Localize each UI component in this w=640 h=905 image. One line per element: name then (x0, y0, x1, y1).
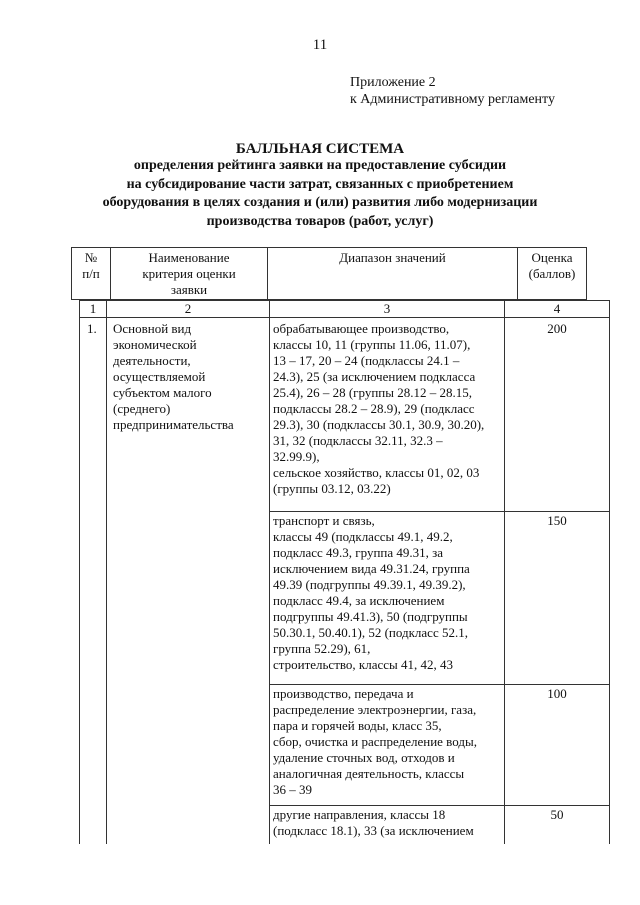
subtitle-line: оборудования в целях создания и (или) развития либо модернизации (102, 195, 538, 210)
column-number: 1 (89, 301, 97, 316)
subtitle-line: на субсидирование части затрат, связанных с приобретением (126, 176, 514, 192)
appendix-line: к Административному регламенту (350, 92, 555, 107)
score-value: 150 (547, 513, 567, 528)
score-value: 100 (547, 686, 567, 701)
column-divider (504, 301, 505, 844)
column-number: 4 (553, 301, 561, 316)
range-text: производство, передача и распределение электроэнергии, газа, пара и горячей воды, класс 35, сбор, очистка и распределение воды, удаление сточных вод, отходов и аналогичная деятельность, классы 36 – 39 (273, 686, 477, 797)
range-text: транспорт и связь, классы 49 (подклассы 49.1, 49.2, подкласс 49.3, группа 49.31, за исключением вида 49.31.24, группа 49.39 (подгруппы 49.39.1, 49.39.2), подкласс 49.4, за исключением подгруппы 49.41.3), 50 (подгруппы 50.30.1, 50.40.1), 52 (подкласс 52.1, группа 52.29), 61, строительство, классы 41, 42, 43 (273, 513, 470, 672)
range-text: обрабатывающее производство, классы 10, 11 (группы 11.06, 11.07), 13 – 17, 20 – 24 (подклассы 24.1 – 24.3), 25 (за исключением подкласса 25.4), 26 – 28 (группы 28.12 – 28.15, подклассы 28.2 – 28.9), 29 (подкласс 29.3), 30 (подклассы 30.1, 30.9, 30.20), 31, 32 (подклассы 32.11, 32.3 – 32.99.9), сельское хозяйство, классы 01, 02, 03 (группы 03.12, 03.22) (273, 321, 485, 496)
score-value: 50 (550, 807, 564, 822)
row-divider (269, 511, 609, 512)
header-range: Диапазон значений (339, 250, 446, 265)
header-num: № п/п (82, 250, 100, 281)
row-divider (269, 805, 609, 806)
table-header (71, 247, 587, 300)
appendix-reference (350, 74, 555, 108)
range-text: другие направления, классы 18 (подкласс 18.1), 33 (за исключением (273, 807, 474, 838)
appendix-line: Приложение 2 (350, 75, 436, 90)
header-score: Оценка (баллов) (528, 250, 576, 281)
row-divider (80, 317, 609, 318)
column-divider (269, 301, 270, 844)
page-number: 11 (312, 37, 328, 53)
subtitle-line: производства товаров (работ, услуг) (206, 213, 434, 229)
scoring-table (79, 300, 610, 844)
criterion-text: Основной вид экономической деятельности, осуществляемой субъектом малого (среднего) предпринимательства (113, 321, 234, 432)
document-title: БАЛЛЬНАЯ СИСТЕМА (235, 141, 405, 157)
row-number: 1. (87, 321, 97, 336)
header-criterion: Наименование критерия оценки заявки (142, 250, 236, 297)
document-subtitle (0, 157, 640, 231)
column-number: 3 (383, 301, 391, 316)
row-divider (269, 684, 609, 685)
column-divider (106, 301, 107, 844)
subtitle-line: определения рейтинга заявки на предоставление субсидии (133, 158, 507, 173)
score-value: 200 (547, 321, 567, 336)
column-number: 2 (184, 301, 192, 316)
